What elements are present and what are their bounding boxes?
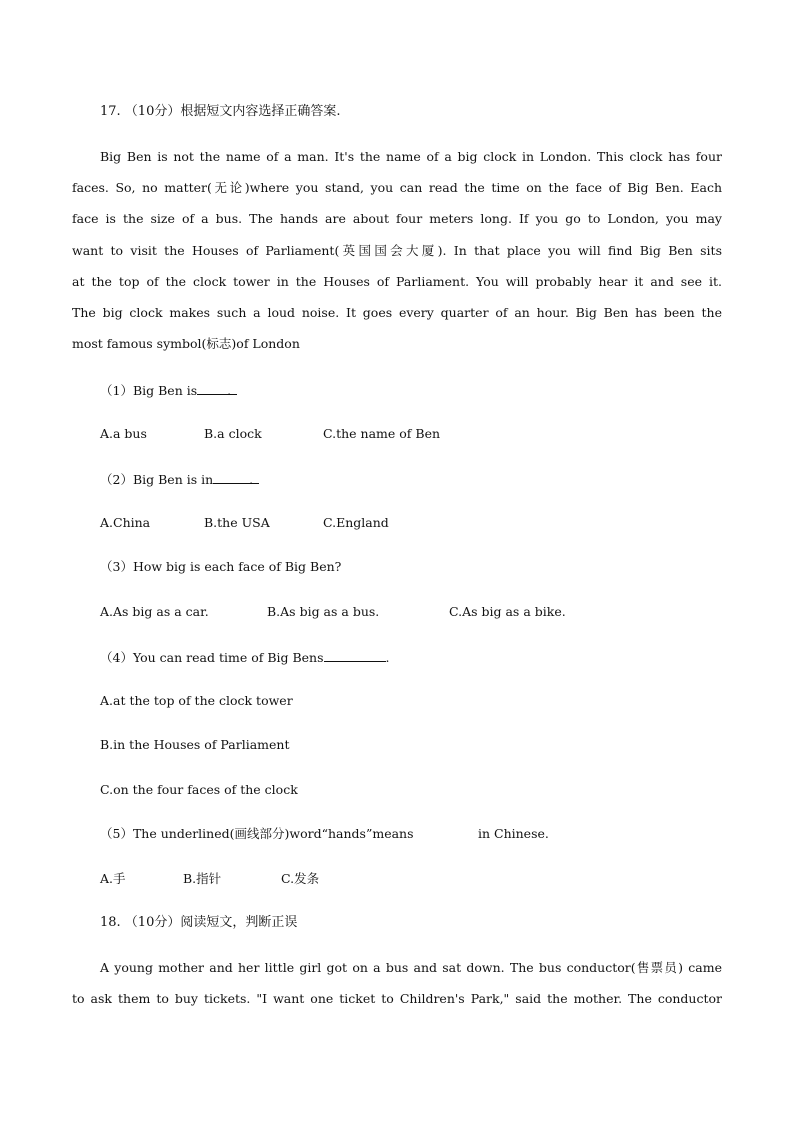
- question-3-option-b: B.As big as a bus.: [267, 604, 380, 619]
- question-5-tail: in Chinese.: [478, 826, 549, 841]
- question-3-stem: （3）How big is each face of Big Ben?: [100, 559, 342, 574]
- question-3-option-c: C.As big as a bike.: [449, 604, 566, 619]
- q17-passage-line: faces. So, no matter(无论)where you stand, you can read the time on the face of Big Ben. Each: [72, 180, 722, 195]
- q18-passage-line: to ask them to buy tickets. "I want one ticket to Children's Park," said the mother. The conductor: [72, 991, 722, 1006]
- answer-blank: [324, 647, 386, 662]
- question-5-option-b: B.指针: [183, 871, 222, 886]
- q18-heading: 18. （10分）阅读短文，判断正误: [100, 915, 298, 930]
- q17-passage-line: at the top of the clock tower in the Houses of Parliament. You will probably hear it and see it.: [72, 274, 722, 289]
- q17-heading: 17. （10分）根据短文内容选择正确答案.: [100, 104, 341, 119]
- question-5-option-a: A.手: [100, 871, 126, 886]
- answer-blank: [197, 380, 237, 395]
- question-1-option-b: B.a clock: [204, 426, 262, 441]
- q17-passage-line: Big Ben is not the name of a man. It's the name of a big clock in London. This clock has four: [100, 149, 722, 164]
- question-2-stem: （2）Big Ben is in .: [100, 469, 253, 489]
- question-5-option-c: C.发条: [281, 871, 320, 886]
- q17-passage-line: want to visit the Houses of Parliament(英国国会大厦). In that place you will find Big Ben sits: [72, 243, 722, 258]
- question-4-stem: （4）You can read time of Big Bens .: [100, 647, 390, 667]
- question-4-option-c: C.on the four faces of the clock: [100, 782, 298, 797]
- question-3-option-a: A.As big as a car.: [100, 604, 209, 619]
- question-2-option-a: A.China: [100, 515, 151, 530]
- question-5-stem: （5）The underlined(画线部分)word“hands”means: [100, 826, 414, 841]
- q17-passage-line: The big clock makes such a loud noise. It goes every quarter of an hour. Big Ben has been the: [72, 305, 722, 320]
- question-4-option-b: B.in the Houses of Parliament: [100, 737, 290, 752]
- q18-passage-line: A young mother and her little girl got on a bus and sat down. The bus conductor(售票员) came: [100, 960, 722, 975]
- q17-passage-line: most famous symbol(标志)of London: [72, 336, 300, 351]
- q17-passage-line: face is the size of a bus. The hands are about four meters long. If you go to London, you may: [72, 211, 722, 226]
- question-1-option-a: A.a bus: [100, 426, 147, 441]
- question-2-option-c: C.England: [323, 515, 389, 530]
- question-2-option-b: B.the USA: [204, 515, 270, 530]
- question-1-stem: （1）Big Ben is .: [100, 380, 231, 400]
- question-4-option-a: A.at the top of the clock tower: [100, 693, 293, 708]
- question-1-option-c: C.the name of Ben: [323, 426, 441, 441]
